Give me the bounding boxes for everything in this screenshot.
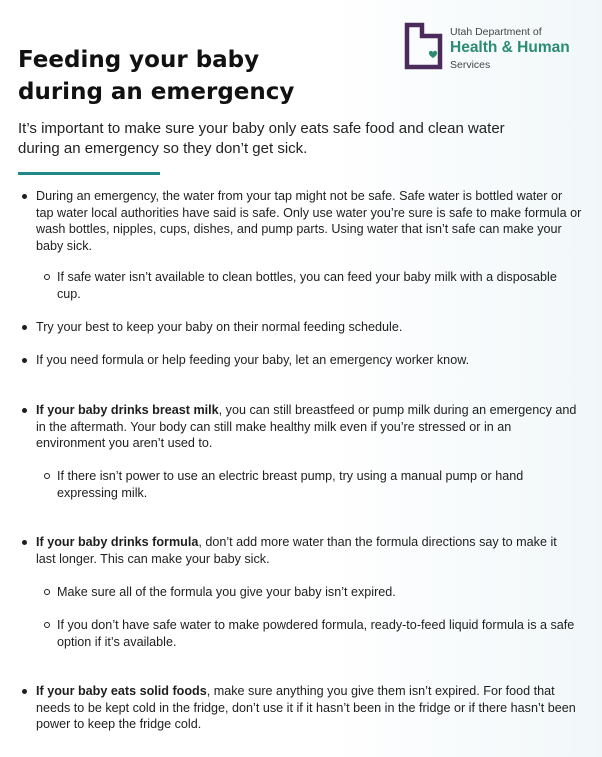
intro-text bbox=[18, 119, 538, 159]
item-line: Try your best to keep your baby on their normal feeding schedule. bbox=[36, 320, 403, 334]
list-item-feeding-schedule bbox=[36, 319, 586, 336]
item-line: option if it’s available. bbox=[57, 634, 177, 649]
hollow-bullet-icon bbox=[44, 589, 50, 595]
item-line: During an emergency, the water from your tap might not be safe. Safe water is bottled water or bbox=[36, 189, 563, 203]
bullet-icon bbox=[22, 358, 27, 363]
item-line-rest: , don’t add more water than the formula directions say to make it bbox=[198, 535, 557, 549]
item-line: Make sure all of the formula you give your baby isn’t expired. bbox=[57, 585, 396, 599]
hollow-bullet-icon bbox=[44, 274, 50, 280]
sub-item-disposable-cup bbox=[57, 269, 582, 302]
udhhs-logo bbox=[404, 22, 594, 72]
item-line-rest: , you can still breastfeed or pump milk during an emergency and bbox=[218, 403, 577, 417]
item-line-rest: , make sure anything you give them isn’t expired. For food that bbox=[206, 684, 555, 698]
list-item-safe-water bbox=[36, 188, 586, 254]
bullet-icon bbox=[22, 689, 27, 694]
hollow-bullet-icon bbox=[44, 622, 50, 628]
title-line-2: during an emergency bbox=[18, 79, 295, 105]
intro-line-2: during an emergency so they don’t get sick. bbox=[18, 140, 308, 157]
item-line: baby sick. bbox=[36, 238, 92, 253]
item-line bbox=[36, 683, 586, 700]
list-item-ask-for-help bbox=[36, 352, 586, 369]
item-line: last longer. This can make your baby sick. bbox=[36, 551, 270, 566]
item-lead-bold: If your baby eats solid foods bbox=[36, 684, 207, 698]
item-line bbox=[36, 402, 586, 419]
list-item-breast-milk bbox=[36, 402, 586, 452]
item-lead-bold: If your baby drinks formula bbox=[36, 535, 199, 549]
intro-line-1: It’s important to make sure your baby only eats safe food and clean water bbox=[18, 120, 505, 137]
sub-item-not-expired bbox=[57, 584, 582, 601]
accent-divider bbox=[18, 172, 160, 175]
item-line: needs to be kept cold in the fridge, don’t use it if it hasn’t been in the fridge or if there hasn’t been bbox=[36, 700, 576, 715]
item-line: environment you aren’t used to. bbox=[36, 436, 213, 450]
item-line: If you don’t have safe water to make powdered formula, ready-to-feed liquid formula is a safe bbox=[57, 618, 575, 632]
logo-line-3: Services bbox=[450, 59, 491, 71]
sub-item-ready-to-feed bbox=[57, 617, 582, 650]
item-line: power to keep the fridge cold. bbox=[36, 717, 202, 731]
title-line-1: Feeding your baby bbox=[18, 47, 260, 73]
item-line: If safe water isn’t available to clean bottles, you can feed your baby milk with a disposable bbox=[57, 270, 557, 284]
item-line: cup. bbox=[57, 286, 81, 301]
bullet-icon bbox=[22, 540, 27, 545]
item-line: tap water local authorities have said is safe. Only use water you’re sure is safe to make formula or bbox=[36, 205, 582, 220]
utah-state-outline-with-heart-icon bbox=[404, 22, 446, 70]
item-line: If you need formula or help feeding your baby, let an emergency worker know. bbox=[36, 353, 470, 367]
item-lead-bold: If your baby drinks breast milk bbox=[36, 403, 219, 417]
list-item-formula bbox=[36, 534, 586, 567]
logo-line-1: Utah Department of bbox=[450, 26, 542, 38]
item-line: expressing milk. bbox=[57, 485, 148, 500]
item-line: If there isn’t power to use an electric breast pump, try using a manual pump or hand bbox=[57, 469, 524, 483]
page-title bbox=[18, 44, 294, 108]
hollow-bullet-icon bbox=[44, 473, 50, 479]
item-line: in the aftermath. Your body can still make healthy milk even if you’re stressed or in an bbox=[36, 419, 512, 434]
bullet-icon bbox=[22, 194, 27, 199]
logo-line-2: Health & Human bbox=[450, 39, 570, 56]
bullet-icon bbox=[22, 408, 27, 413]
item-line bbox=[36, 534, 586, 551]
sub-item-manual-pump bbox=[57, 468, 582, 501]
list-item-solid-foods bbox=[36, 683, 586, 733]
item-line: wash bottles, nipples, cups, dishes, and pump parts. Using water that isn’t safe can make your bbox=[36, 222, 562, 236]
bullet-icon bbox=[22, 325, 27, 330]
